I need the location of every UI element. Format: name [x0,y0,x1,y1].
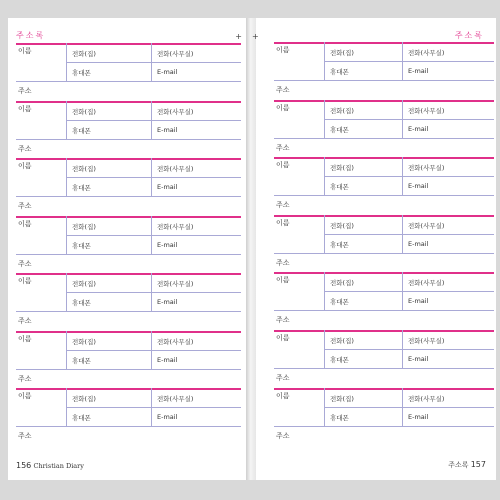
email-label: E-mail [408,124,429,133]
office-phone-label: 전화(사무실) [408,279,445,288]
entry-column-divider [66,101,67,139]
address-label: 주소 [18,317,32,325]
address-label: 주소 [18,259,32,268]
address-entry [274,272,494,329]
mobile-label: 휴대폰 [72,241,91,250]
office-phone-label: 전화(사무실) [157,222,194,231]
entry-bottom-rule [16,426,241,427]
office-phone-label: 전화(사무실) [157,395,194,403]
entry-top-rule [274,388,494,390]
entry-mid-rule [324,61,494,62]
entry-top-rule [274,100,494,102]
page-header: 주소록 [16,31,46,40]
address-label: 주소 [18,374,32,383]
home-phone-label: 전화(집) [72,107,96,116]
address-label: 주소 [276,374,290,382]
email-label: E-mail [408,355,429,363]
entry-column-divider [402,157,403,195]
entry-column-divider [66,388,67,426]
entry-column-divider [324,42,325,80]
entry-column-divider [324,330,325,368]
entry-top-rule [16,388,241,390]
page-number: 157 [470,460,486,469]
address-label: 주소 [18,87,32,95]
entry-column-divider [402,42,403,80]
name-label: 이름 [276,276,290,285]
address-entry [16,216,241,273]
entry-mid-rule [66,177,241,178]
entry-mid-rule [66,235,241,236]
address-label: 주소 [18,432,32,440]
entry-bottom-rule [16,311,241,312]
entry-mid-rule [66,292,241,293]
email-label: E-mail [408,412,429,421]
entry-column-divider [324,100,325,138]
entry-top-rule [274,272,494,274]
home-phone-label: 전화(집) [72,222,96,231]
office-phone-label: 전화(사무실) [408,164,445,173]
entry-column-divider [66,158,67,196]
name-label: 이름 [18,219,32,228]
address-entry [16,158,241,215]
address-label: 주소 [18,202,32,210]
email-label: E-mail [157,355,178,364]
page-header: 주소록 [454,31,484,40]
entry-bottom-rule [274,80,494,81]
entry-top-rule [16,273,241,275]
name-label: 이름 [276,391,290,400]
entry-bottom-rule [16,254,241,255]
address-entry [16,273,241,330]
entry-bottom-rule [274,195,494,196]
footer-title: Christian Diary [33,462,84,470]
mobile-label: 휴대폰 [72,356,91,365]
email-label: E-mail [408,67,429,75]
home-phone-label: 전화(집) [330,221,354,230]
email-label: E-mail [157,298,178,306]
address-entry [16,43,241,100]
home-phone-label: 전화(집) [72,395,96,403]
office-phone-label: 전화(사무실) [408,394,445,403]
entry-column-divider [151,388,152,426]
mobile-label: 휴대폰 [330,356,349,364]
address-label: 주소 [18,144,32,153]
email-label: E-mail [157,183,178,191]
home-phone-label: 전화(집) [330,337,354,345]
entry-column-divider [66,273,67,311]
entry-top-rule [16,216,241,218]
address-label: 주소 [276,201,290,210]
mobile-label: 휴대폰 [72,69,91,77]
right-page [252,18,496,480]
entry-top-rule [16,331,241,333]
mobile-label: 휴대폰 [72,299,91,307]
name-label: 이름 [18,47,32,55]
mobile-label: 휴대폰 [330,298,349,307]
office-phone-label: 전화(사무실) [157,50,194,58]
mobile-label: 휴대폰 [72,184,91,192]
entry-column-divider [66,216,67,254]
entry-column-divider [151,331,152,369]
address-entry [16,388,241,445]
entry-column-divider [151,273,152,311]
entry-column-divider [66,43,67,81]
name-label: 이름 [18,104,32,113]
address-entry [274,388,494,445]
entry-column-divider [151,158,152,196]
entry-top-rule [16,158,241,160]
entry-bottom-rule [16,81,241,82]
address-entry [16,331,241,388]
name-label: 이름 [18,392,32,400]
mobile-label: 휴대폰 [330,240,349,249]
book-spine [246,18,256,480]
entry-top-rule [274,330,494,332]
entry-column-divider [402,100,403,138]
entry-bottom-rule [274,368,494,369]
entry-column-divider [324,157,325,195]
address-label: 주소 [276,431,290,440]
home-phone-label: 전화(집) [72,165,96,173]
entry-column-divider [402,330,403,368]
entry-mid-rule [66,120,241,121]
entry-bottom-rule [16,139,241,140]
entry-mid-rule [66,62,241,63]
entry-column-divider [66,331,67,369]
entry-top-rule [16,101,241,103]
footer-title: 주소록 [448,461,469,469]
entry-bottom-rule [274,253,494,254]
email-label: E-mail [408,239,429,248]
email-label: E-mail [408,297,429,306]
office-phone-label: 전화(사무실) [408,337,445,345]
home-phone-label: 전화(집) [330,49,354,57]
address-label: 주소 [276,258,290,267]
name-label: 이름 [18,277,32,285]
entry-column-divider [402,272,403,310]
address-entry [274,42,494,99]
entry-column-divider [151,216,152,254]
entry-mid-rule [324,234,494,235]
home-phone-label: 전화(집) [72,337,96,346]
entry-top-rule [16,43,241,45]
address-entry [16,101,241,158]
entry-top-rule [274,215,494,217]
entry-top-rule [274,157,494,159]
address-label: 주소 [276,143,290,152]
entry-bottom-rule [274,426,494,427]
entry-bottom-rule [274,138,494,139]
page-number: 156 [16,461,32,470]
office-phone-label: 전화(사무실) [157,337,194,346]
name-label: 이름 [276,103,290,112]
fold-mark: + [252,32,259,41]
address-entry [274,100,494,157]
address-entry [274,157,494,214]
entry-column-divider [402,388,403,426]
entry-bottom-rule [16,369,241,370]
home-phone-label: 전화(집) [72,50,96,58]
entry-mid-rule [324,176,494,177]
home-phone-label: 전화(집) [330,106,354,115]
name-label: 이름 [276,161,290,170]
email-label: E-mail [157,125,178,134]
entry-bottom-rule [16,196,241,197]
email-label: E-mail [408,182,429,191]
left-page [8,18,246,480]
entry-mid-rule [324,119,494,120]
office-phone-label: 전화(사무실) [157,107,194,116]
entry-column-divider [324,215,325,253]
home-phone-label: 전화(집) [330,164,354,173]
entry-mid-rule [66,350,241,351]
entry-mid-rule [324,407,494,408]
address-entry [274,330,494,387]
entry-top-rule [274,42,494,44]
office-phone-label: 전화(사무실) [157,165,194,173]
name-label: 이름 [18,162,32,170]
name-label: 이름 [18,334,32,343]
name-label: 이름 [276,46,290,54]
entry-mid-rule [66,407,241,408]
entry-column-divider [151,101,152,139]
email-label: E-mail [157,413,178,421]
address-label: 주소 [276,86,290,94]
home-phone-label: 전화(집) [330,394,354,403]
page-footer [16,461,84,470]
address-label: 주소 [276,316,290,325]
office-phone-label: 전화(사무실) [408,221,445,230]
mobile-label: 휴대폰 [330,125,349,134]
page-footer [448,460,486,470]
mobile-label: 휴대폰 [330,413,349,422]
name-label: 이름 [276,218,290,227]
email-label: E-mail [157,68,178,76]
mobile-label: 휴대폰 [330,68,349,76]
office-phone-label: 전화(사무실) [157,280,194,288]
entry-column-divider [151,43,152,81]
fold-mark: + [235,32,242,41]
entry-mid-rule [324,349,494,350]
email-label: E-mail [157,240,178,249]
entry-column-divider [324,272,325,310]
entry-bottom-rule [274,310,494,311]
office-phone-label: 전화(사무실) [408,49,445,57]
home-phone-label: 전화(집) [72,280,96,288]
home-phone-label: 전화(집) [330,279,354,288]
entry-mid-rule [324,291,494,292]
address-entry [274,215,494,272]
mobile-label: 휴대폰 [72,126,91,135]
entry-column-divider [402,215,403,253]
mobile-label: 휴대폰 [330,183,349,192]
office-phone-label: 전화(사무실) [408,106,445,115]
name-label: 이름 [276,334,290,342]
mobile-label: 휴대폰 [72,414,91,422]
entry-column-divider [324,388,325,426]
